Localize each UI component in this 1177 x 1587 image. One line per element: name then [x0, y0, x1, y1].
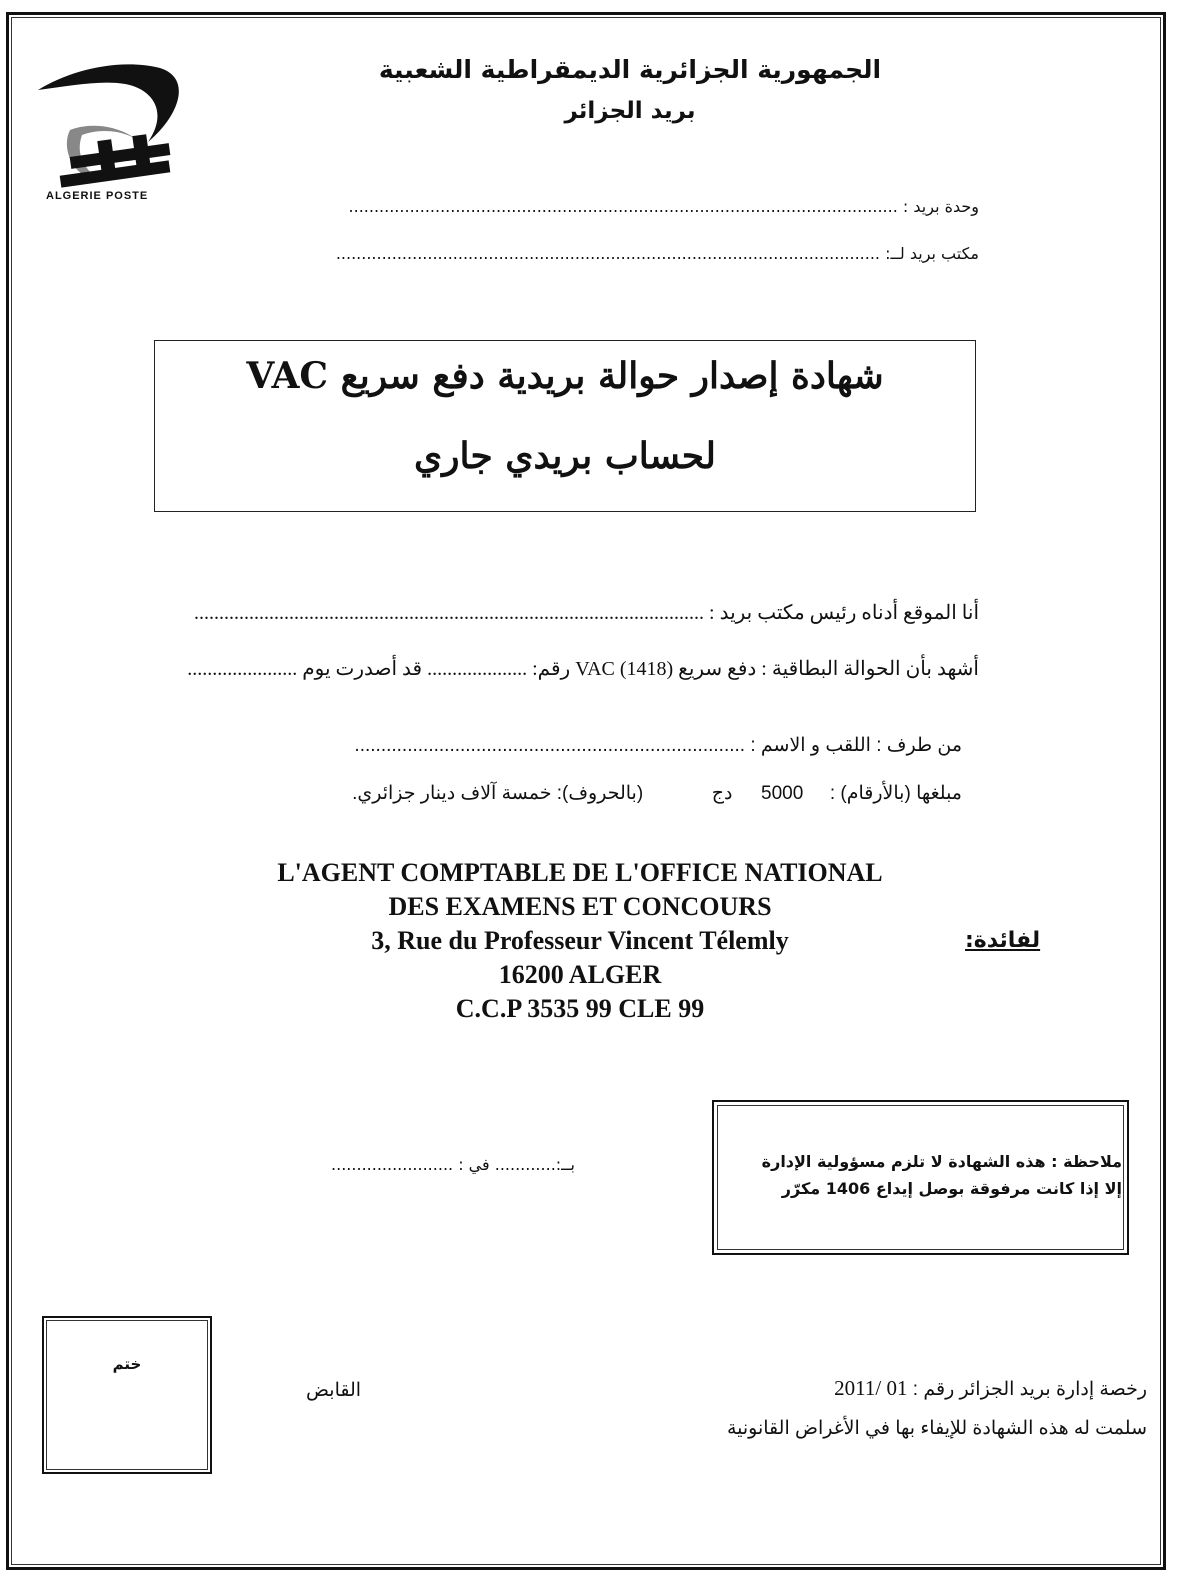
note-line-1: ملاحظة : هذه الشهادة لا تلزم مسؤولية الإدارة — [761, 1152, 1122, 1171]
beneficiary-address: 3, Rue du Professeur Vincent Télemly — [371, 926, 789, 955]
certify-line — [187, 656, 979, 681]
note-line-2: إلا إذا كانت مرفوقة بوصل إيداع 1406 مكرّر — [781, 1179, 1122, 1198]
transfer-number-value[interactable]: .................... — [427, 658, 528, 680]
postal-unit-label: وحدة بريد : — [902, 197, 979, 216]
cashier-label: القابض — [306, 1380, 362, 1401]
beneficiary-line-2: DES EXAMENS ET CONCOURS — [388, 892, 772, 921]
beneficiary-label: لفائدة: — [965, 928, 1041, 953]
post-office-value[interactable]: ........................................................................................................... — [335, 244, 881, 263]
sender-value[interactable]: .......................................................................... — [354, 735, 746, 756]
beneficiary-line-1: L'AGENT COMPTABLE DE L'OFFICE NATIONAL — [277, 858, 883, 887]
license-number: 01 /2011 — [834, 1376, 908, 1400]
delivered-text: سلمت له هذه الشهادة للإيفاء بها في الأغراض القانونية — [726, 1418, 1147, 1439]
certificate-title-line1: شهادة إصدار حوالة بريدية دفع سريع VAC — [246, 355, 884, 397]
stamp-label: ختم — [112, 1355, 142, 1373]
note-text — [722, 1148, 1122, 1202]
amount-digits: 5000 — [761, 783, 804, 804]
license-line — [834, 1376, 1147, 1401]
amount-words: خمسة آلاف دينار جزائري. — [352, 783, 552, 804]
algerie-poste-heading: بريد الجزائر — [564, 98, 696, 124]
signatory-value[interactable]: ...................................................................................................... — [194, 602, 705, 624]
signatory-label: أنا الموقع أدناه رئيس مكتب بريد : — [709, 602, 979, 624]
certify-prefix: أشهد بأن الحوالة البطاقية : دفع سريع VAC (1418) رقم: — [532, 658, 979, 680]
algerie-poste-logo — [30, 30, 180, 205]
certificate-title-line2: لحساب بريدي جاري — [413, 435, 716, 477]
amount-label: مبلغها (بالأرقام) : — [829, 783, 962, 804]
postal-unit-value[interactable]: ............................................................................................................ — [348, 197, 898, 216]
certify-issued-label: قد أصدرت يوم — [302, 658, 423, 680]
amount-words-label: (بالحروف): — [556, 783, 644, 804]
republic-heading: الجمهورية الجزائرية الديمقراطية الشعبية — [378, 55, 882, 84]
post-office-field[interactable] — [336, 244, 979, 263]
beneficiary-ccp: C.C.P 3535 99 CLE 99 — [455, 994, 705, 1023]
stamp-box-inner — [46, 1320, 208, 1470]
place-date-field[interactable]: بــ:............ في : ........................ — [331, 1155, 575, 1174]
logo-caption: ALGERIE POSTE — [46, 190, 149, 202]
license-label: رخصة إدارة بريد الجزائر رقم : — [912, 1379, 1147, 1400]
signatory-line — [194, 600, 979, 625]
postal-unit-field[interactable] — [349, 197, 979, 216]
sender-label: من طرف : اللقب و الاسم : — [750, 735, 962, 756]
postal-emblem-icon — [30, 30, 180, 200]
sender-line — [354, 734, 962, 757]
post-office-label: مكتب بريد لــ: — [885, 244, 979, 263]
issue-date-value[interactable]: ...................... — [187, 658, 298, 680]
amount-currency: دج — [711, 783, 733, 804]
amount-line — [352, 782, 962, 805]
beneficiary-city: 16200 ALGER — [498, 960, 662, 989]
